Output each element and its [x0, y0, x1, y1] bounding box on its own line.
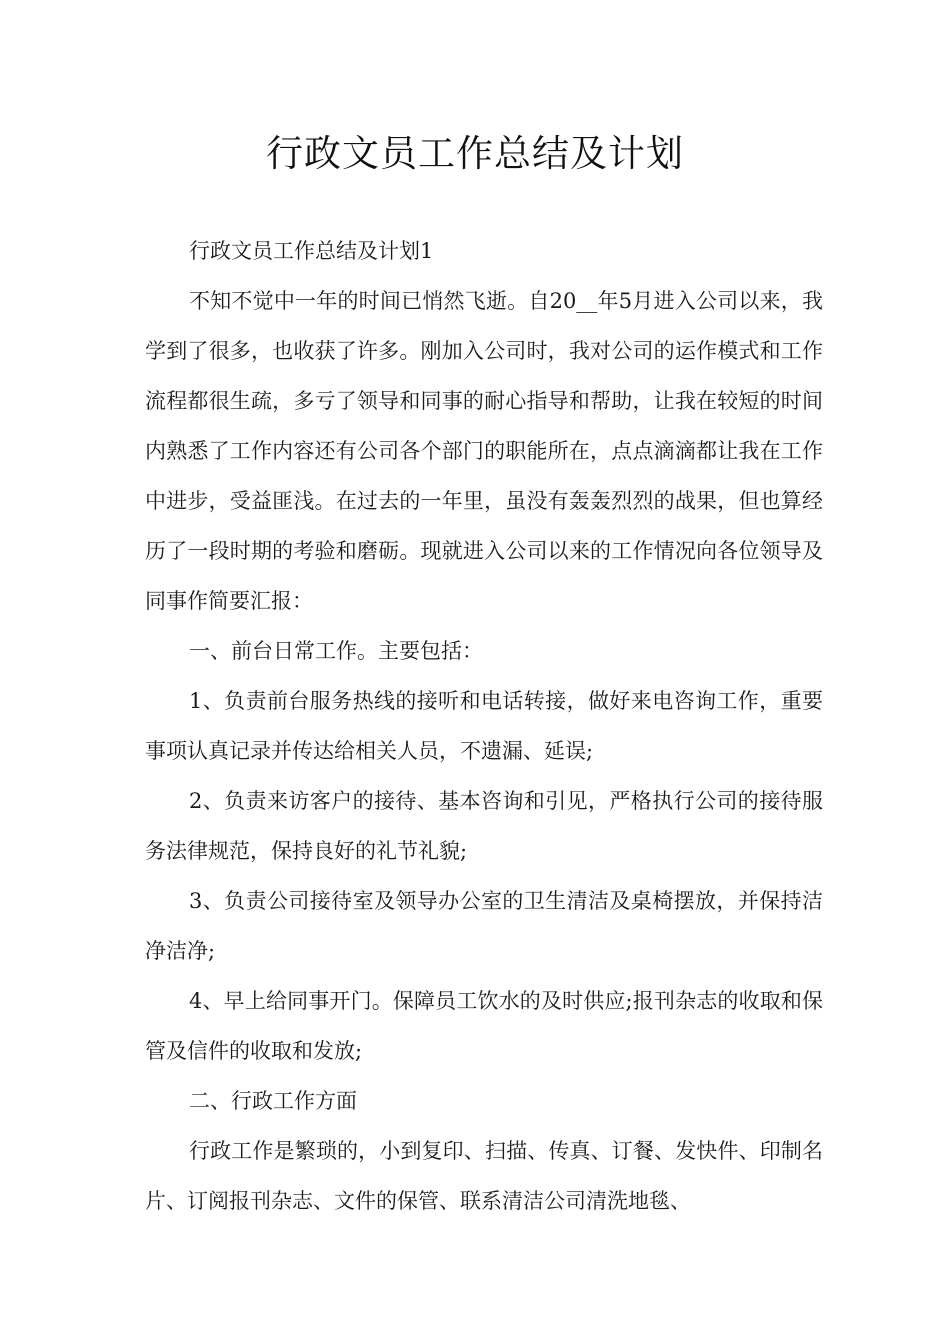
list-item-3: 3、负责公司接待室及领导办公室的卫生清洁及桌椅摆放，并保持洁净洁净;: [145, 889, 823, 963]
document-title: 行政文员工作总结及计划: [266, 132, 684, 175]
document-body: [145, 226, 823, 1226]
intro-paragraph: 不知不觉中一年的时间已悄然飞逝。自20__年5月进入公司以来，我学到了很多，也收获了许多。刚加入公司时，我对公司的运作模式和工作流程都很生疏，多亏了领导和同事的耐心指导和帮助，让我在较短的时间内熟悉了工作内容还有公司各个部门的职能所在，点点滴滴都让我在工作中进步，受益匪浅。在过去的一年里，虽没有轰轰烈烈的战果，但也算经历了一段时期的考验和磨砺。现就进入公司以来的工作情况向各位领导及同事作简要汇报：: [145, 289, 823, 613]
section-heading-admin: 二、行政工作方面: [189, 1089, 357, 1113]
admin-paragraph: 行政工作是繁琐的，小到复印、扫描、传真、订餐、发快件、印制名片、订阅报刊杂志、文件的保管、联系清洁公司清洗地毯、: [145, 1139, 823, 1213]
subtitle-paragraph: 行政文员工作总结及计划1: [189, 239, 434, 263]
list-item-1: 1、负责前台服务热线的接听和电话转接，做好来电咨询工作，重要事项认真记录并传达给相关人员，不遗漏、延误;: [145, 689, 823, 763]
section-heading-front-desk: 一、前台日常工作。主要包括：: [189, 639, 483, 663]
list-item-4: 4、早上给同事开门。保障员工饮水的及时供应;报刊杂志的收取和保管及信件的收取和发放;: [145, 989, 823, 1063]
list-item-2: 2、负责来访客户的接待、基本咨询和引见，严格执行公司的接待服务法律规范，保持良好的礼节礼貌;: [145, 789, 823, 863]
